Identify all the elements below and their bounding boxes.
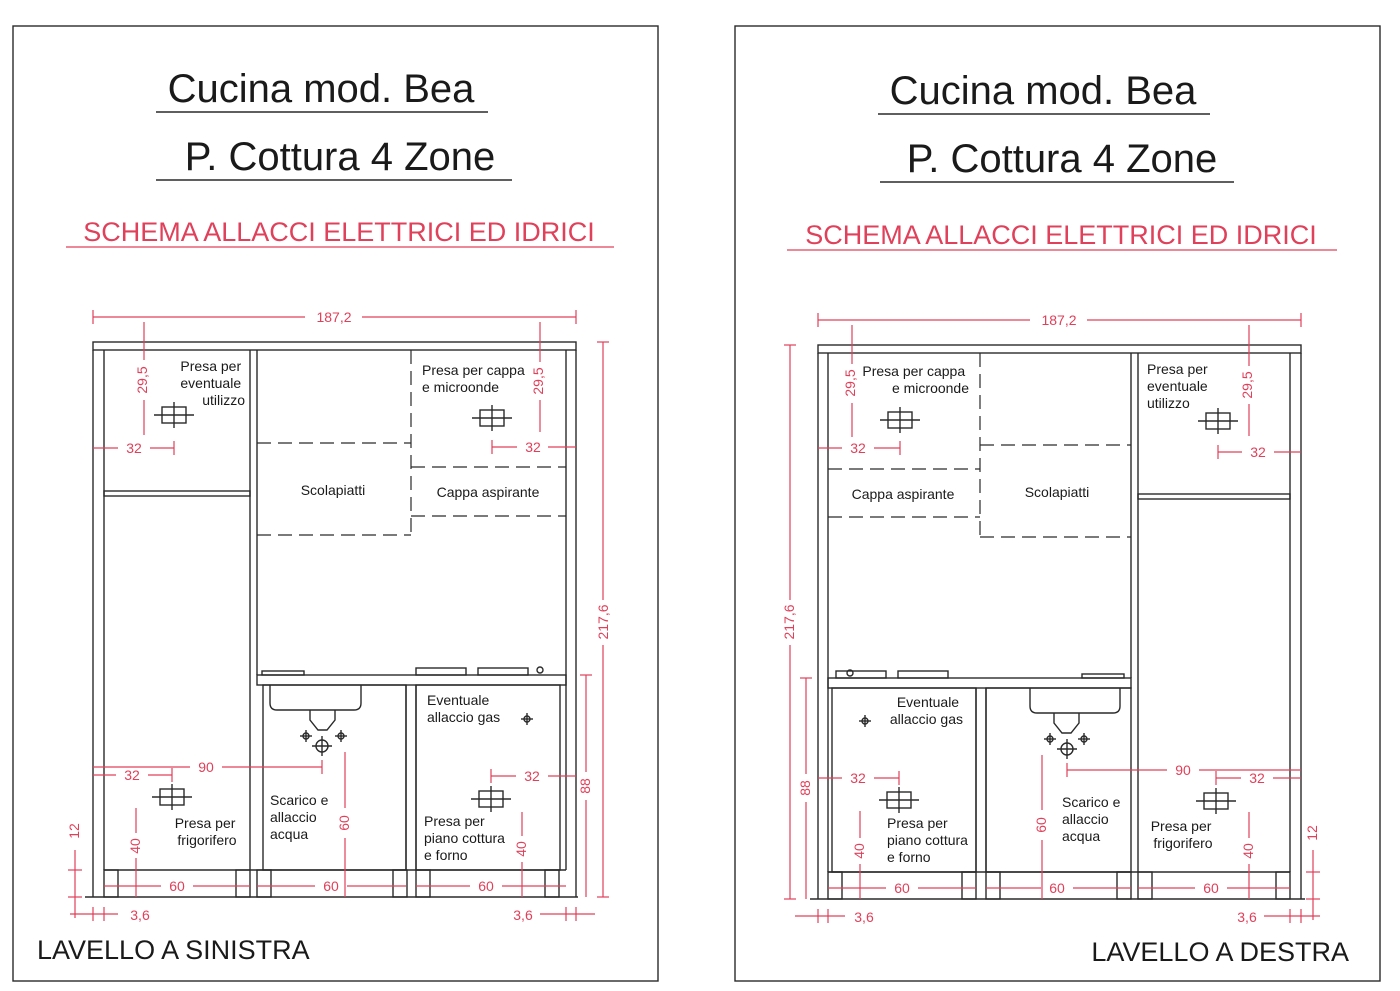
svg-text:12: 12 bbox=[66, 823, 82, 839]
schema-heading: SCHEMA ALLACCI ELETTRICI ED IDRICI bbox=[805, 220, 1317, 250]
svg-text:40: 40 bbox=[127, 838, 143, 854]
schema-heading: SCHEMA ALLACCI ELETTRICI ED IDRICI bbox=[83, 217, 595, 247]
svg-text:217,6: 217,6 bbox=[595, 604, 611, 640]
svg-text:3,6: 3,6 bbox=[1237, 909, 1257, 925]
dimension-lines bbox=[66, 309, 611, 923]
svg-text:32: 32 bbox=[850, 440, 866, 456]
label-gas: Eventuale allaccio gas bbox=[427, 692, 501, 725]
svg-text:187,2: 187,2 bbox=[316, 309, 352, 325]
svg-text:217,6: 217,6 bbox=[781, 604, 797, 640]
label-frigo: Presa per frigorifero bbox=[1150, 818, 1213, 851]
svg-text:60: 60 bbox=[1203, 880, 1219, 896]
svg-text:32: 32 bbox=[524, 768, 540, 784]
sink-side-label: LAVELLO A SINISTRA bbox=[37, 935, 310, 965]
svg-text:60: 60 bbox=[169, 878, 185, 894]
label-cappa: Cappa aspirante bbox=[851, 486, 955, 502]
svg-text:40: 40 bbox=[513, 841, 529, 857]
svg-text:29,5: 29,5 bbox=[134, 366, 150, 394]
svg-text:29,5: 29,5 bbox=[530, 367, 546, 395]
kitchen-title: Cucina mod. Bea bbox=[889, 69, 1197, 113]
kitchen-title: Cucina mod. Bea bbox=[167, 67, 475, 111]
svg-text:29,5: 29,5 bbox=[1239, 371, 1255, 399]
svg-text:187,2: 187,2 bbox=[1041, 312, 1077, 328]
sheet-right bbox=[735, 26, 1380, 981]
svg-text:90: 90 bbox=[198, 759, 214, 775]
label-scarico: Scarico e allaccio acqua bbox=[270, 792, 329, 842]
label-scarico: Scarico e allaccio acqua bbox=[1062, 794, 1121, 844]
svg-text:90: 90 bbox=[1175, 762, 1191, 778]
svg-text:60: 60 bbox=[1049, 880, 1065, 896]
svg-text:32: 32 bbox=[525, 439, 541, 455]
sheet-left bbox=[13, 26, 658, 981]
label-piano: Presa per piano cottura e forno bbox=[887, 815, 968, 865]
svg-text:3,6: 3,6 bbox=[854, 909, 874, 925]
svg-text:32: 32 bbox=[850, 770, 866, 786]
label-gas: Eventuale allaccio gas bbox=[889, 694, 963, 727]
svg-text:40: 40 bbox=[851, 843, 867, 859]
sink-side-label: LAVELLO A DESTRA bbox=[1091, 937, 1349, 967]
svg-text:32: 32 bbox=[126, 440, 142, 456]
svg-text:29,5: 29,5 bbox=[842, 369, 858, 397]
label-cappa: Cappa aspirante bbox=[436, 484, 540, 500]
label-presa-eventuale: Presa per eventuale utilizzo bbox=[1147, 361, 1208, 411]
hob-title: P. Cottura 4 Zone bbox=[184, 135, 496, 179]
label-scolapiatti: Scolapiatti bbox=[1024, 484, 1090, 500]
svg-text:32: 32 bbox=[124, 767, 140, 783]
svg-text:88: 88 bbox=[797, 780, 813, 796]
label-scolapiatti: Scolapiatti bbox=[300, 482, 366, 498]
label-presa-eventuale: Presa per eventuale utilizzo bbox=[180, 358, 245, 408]
hob-title: P. Cottura 4 Zone bbox=[906, 137, 1218, 181]
svg-text:12: 12 bbox=[1304, 825, 1320, 841]
svg-text:60: 60 bbox=[336, 815, 352, 831]
label-frigo: Presa per frigorifero bbox=[174, 815, 237, 848]
svg-text:32: 32 bbox=[1249, 770, 1265, 786]
svg-text:60: 60 bbox=[1033, 817, 1049, 833]
svg-text:3,6: 3,6 bbox=[513, 907, 533, 923]
label-presa-cappa: Presa per cappa e microonde bbox=[422, 362, 525, 395]
svg-text:88: 88 bbox=[577, 778, 593, 794]
svg-text:60: 60 bbox=[894, 880, 910, 896]
svg-text:3,6: 3,6 bbox=[130, 907, 150, 923]
cabinet-elevation bbox=[810, 345, 1305, 899]
label-presa-cappa: Presa per cappa e microonde bbox=[862, 363, 969, 396]
label-piano: Presa per piano cottura e forno bbox=[424, 813, 505, 863]
svg-text:60: 60 bbox=[323, 878, 339, 894]
svg-text:60: 60 bbox=[478, 878, 494, 894]
svg-text:32: 32 bbox=[1250, 444, 1266, 460]
svg-text:40: 40 bbox=[1240, 843, 1256, 859]
dimension-lines bbox=[781, 312, 1320, 925]
